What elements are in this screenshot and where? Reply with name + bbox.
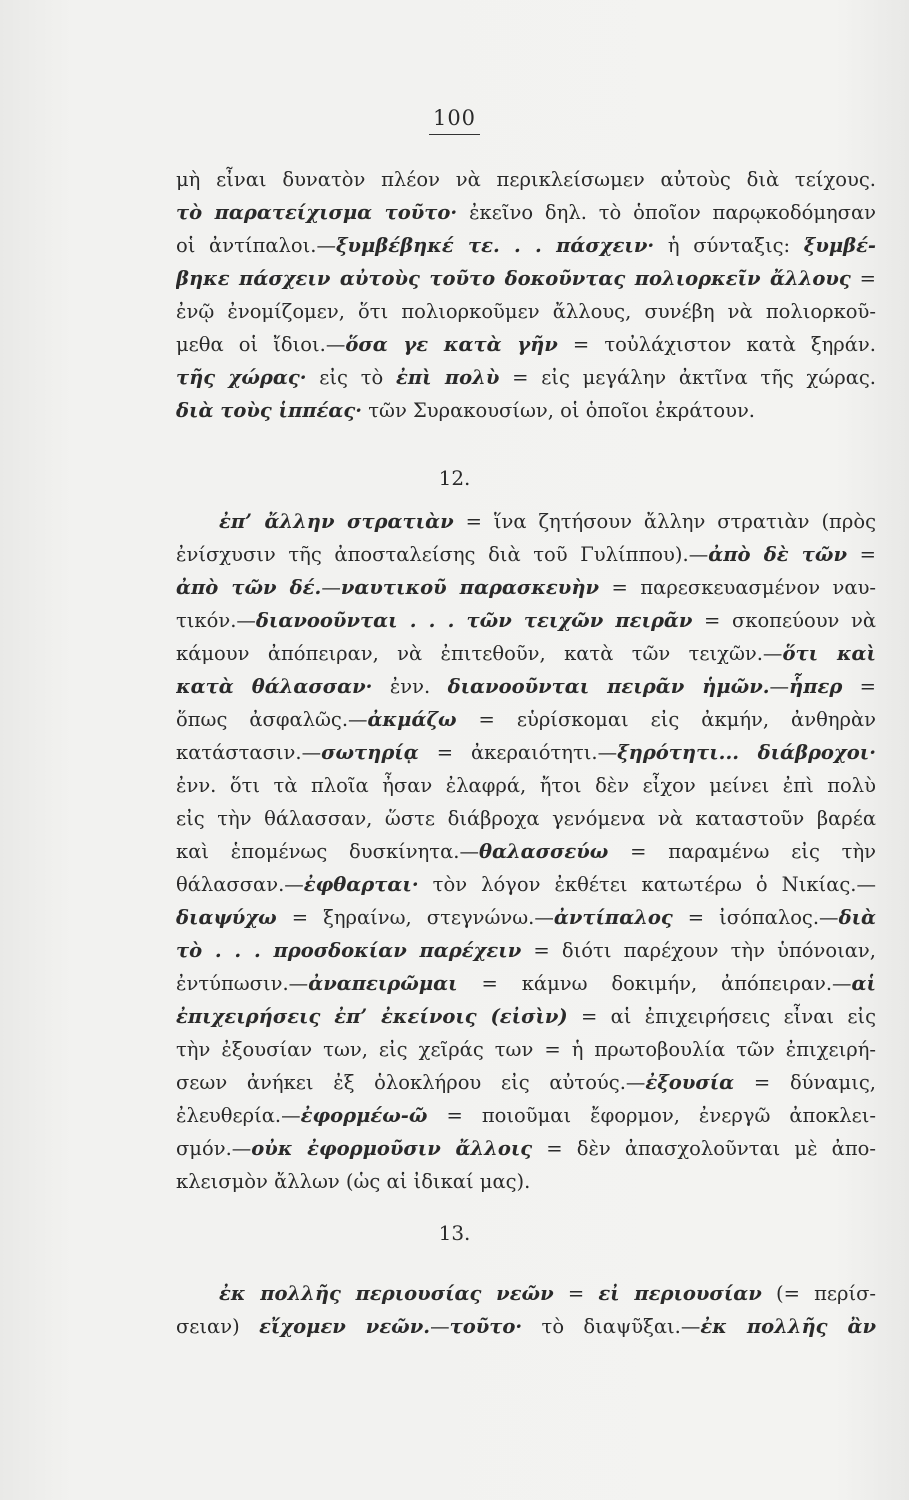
text-line — [176, 1099, 876, 1132]
lemma-term: ἐκ πολλῆς ἂν — [700, 1315, 876, 1338]
gloss-text: — — [769, 675, 790, 698]
lemma-term: ἐπ’ ἄλλην στρατιὰν — [219, 510, 454, 533]
gloss-text: σειαν) — [176, 1315, 260, 1338]
gloss-text: = ποιοῦμαι ἔφορμον, ἐνεργῶ ἀποκλει- — [427, 1104, 876, 1127]
gloss-text: = τοὐλάχιστον κατὰ ξηράν. — [557, 333, 876, 356]
block3 — [176, 1277, 876, 1343]
text-line — [176, 868, 876, 901]
gloss-text: τὸ διαψῦξαι.— — [522, 1315, 701, 1338]
text-line — [176, 637, 876, 670]
gloss-text: ὅπως ἀσφαλῶς.— — [176, 708, 368, 731]
gloss-text: σμόν.— — [176, 1137, 252, 1160]
lemma-term: διανοοῦνται . . . τῶν τειχῶν πειρᾶν — [255, 609, 693, 632]
gloss-text: ἐνν. — [372, 675, 448, 698]
lemma-term: θαλασσεύω — [478, 840, 609, 863]
gloss-text: ἐνῷ ἐνομίζομεν, ὅτι πολιορκοῦμεν ἄλλους, συνέβη νὰ πολιορκοῦ- — [176, 300, 876, 323]
lemma-term: ναυτικοῦ παρασκευὴν — [340, 576, 600, 599]
text-line — [176, 934, 876, 967]
gloss-text: = παραμένω εἰς τὴν — [608, 840, 876, 863]
gloss-text: = δύναμις, — [734, 1071, 876, 1094]
text-line — [176, 163, 876, 196]
gloss-text: = ἰσόπαλος.— — [672, 906, 839, 929]
gloss-text: εἰς τὴν θάλασσαν, ὥστε διάβροχα γενόμενα νὰ καταστοῦν βαρέα — [176, 807, 876, 830]
lemma-term: ἀκμάζω — [367, 708, 457, 731]
text-line — [176, 394, 876, 427]
block1 — [176, 163, 876, 427]
gloss-text: κλεισμὸν ἄλλων (ὡς αἱ ἰδικαί μας). — [176, 1170, 531, 1193]
lemma-term: ἀντίπαλος — [553, 906, 673, 929]
block2 — [176, 505, 876, 1198]
lemma-term: ξυμβέβηκέ τε. . . πάσχειν· — [335, 234, 655, 257]
text-line — [176, 1000, 876, 1033]
lemma-term: ἐπὶ πολὺ — [395, 366, 500, 389]
text-line — [176, 229, 876, 262]
text-line — [176, 538, 876, 571]
gloss-text: = — [842, 675, 876, 698]
gloss-text: = διότι παρέχουν τὴν ὑπόνοιαν, — [521, 939, 876, 962]
text-line — [176, 295, 876, 328]
gloss-text: μὴ εἶναι δυνατὸν πλέον νὰ περικλείσωμεν αὐτοὺς διὰ τείχους. — [176, 168, 876, 191]
lemma-term: διανοοῦνται πειρᾶν ἡμῶν. — [447, 675, 770, 698]
lemma-term: ἀναπειρῶμαι — [308, 972, 458, 995]
lemma-term: ὅτι καὶ — [782, 642, 876, 665]
gloss-text: = δὲν ἀπασχολοῦνται μὲ ἀπο- — [532, 1137, 876, 1160]
text-line — [176, 769, 876, 802]
lemma-term: τὸ . . . προσδοκίαν παρέχειν — [176, 939, 522, 962]
text-line — [176, 262, 876, 295]
gloss-text: τὴν ἐξουσίαν των, εἰς χεῖράς των = ἡ πρωτοβουλία τῶν ἐπιχειρή- — [176, 1038, 876, 1061]
lemma-term: ἀπὸ τῶν δέ. — [176, 576, 322, 599]
text-line — [176, 571, 876, 604]
text-line — [176, 1310, 876, 1343]
lemma-term: αἱ — [851, 972, 876, 995]
gloss-text: = αἱ ἐπιχειρήσεις εἶναι εἰς — [567, 1005, 876, 1028]
lemma-term: ἀπὸ δὲ τῶν — [708, 543, 848, 566]
lemma-term: ἐπιχειρήσεις ἐπ’ ἐκείνοις (εἰσὶν) — [176, 1005, 568, 1028]
gloss-text: τῶν Συρακουσίων, οἱ ὁποῖοι ἐκράτουν. — [362, 399, 755, 422]
gloss-text: τὸν λόγον ἐκθέτει κατωτέρω ὁ Νικίας.— — [418, 873, 876, 896]
text-line — [176, 1165, 876, 1198]
gloss-text: = — [847, 543, 876, 566]
gloss-text: = παρεσκευασμένον ναυ- — [599, 576, 876, 599]
text-line — [176, 1066, 876, 1099]
page-number: 100 — [0, 106, 909, 130]
gloss-text: μεθα οἱ ἴδιοι.— — [176, 333, 346, 356]
gloss-text: — — [430, 1315, 450, 1338]
text-line — [176, 736, 876, 769]
gloss-text: = ἵνα ζητήσουν ἄλλην στρατιὰν (πρὸς — [453, 510, 876, 533]
gloss-text: θάλασσαν.— — [176, 873, 304, 896]
text-line — [176, 604, 876, 637]
gloss-text: = — [850, 267, 876, 290]
text-line — [176, 703, 876, 736]
lemma-term: οὐκ ἐφορμοῦσιν ἄλλοις — [251, 1137, 533, 1160]
gloss-text: τικόν.— — [176, 609, 256, 632]
text-line — [176, 1277, 876, 1310]
lemma-term: κατὰ θάλασσαν· — [176, 675, 373, 698]
lemma-term: βηκε πάσχειν αὐτοὺς τοῦτο δοκοῦντας πολιορκεῖν ἄλλους — [176, 267, 851, 290]
gloss-text: ἐλευθερία.— — [176, 1104, 301, 1127]
lemma-term: διαψύχω — [176, 906, 277, 929]
gloss-text: = ξηραίνω, στεγνώνω.— — [276, 906, 554, 929]
lemma-term: διὰ τοὺς ἱππέας· — [176, 399, 363, 422]
text-line — [176, 670, 876, 703]
text-line — [176, 196, 876, 229]
section-number-13: 13. — [438, 1221, 471, 1245]
gloss-text: = ἀκεραιότητι.— — [418, 741, 618, 764]
gloss-text: (= περίσ- — [761, 1282, 876, 1305]
gloss-text: ἐντύπωσιν.— — [176, 972, 309, 995]
lemma-term: σωτηρίᾳ — [321, 741, 419, 764]
section-number-12: 12. — [438, 466, 471, 490]
lemma-term: τοῦτο· — [449, 1315, 523, 1338]
gloss-text: σεων ἀνήκει ἐξ ὁλοκλήρου εἰς αὐτούς.— — [176, 1071, 646, 1094]
text-line — [176, 361, 876, 394]
lemma-term: ἐξουσία — [645, 1071, 735, 1094]
text-line — [176, 802, 876, 835]
text-line — [176, 328, 876, 361]
text-line — [176, 901, 876, 934]
gloss-text: ἐνίσχυσιν τῆς ἀποσταλείσης διὰ τοῦ Γυλίππου).— — [176, 543, 709, 566]
gloss-text: οἱ ἀντίπαλοι.— — [176, 234, 336, 257]
gloss-text: εἰς τὸ — [306, 366, 396, 389]
lemma-term: εἴχομεν νεῶν. — [259, 1315, 431, 1338]
lemma-term: ξυμβέ- — [803, 234, 876, 257]
gloss-text: — — [321, 576, 341, 599]
text-line — [176, 505, 876, 538]
text-line — [176, 835, 876, 868]
lemma-term: ἐφθαρται· — [303, 873, 419, 896]
text-line — [176, 1132, 876, 1165]
lemma-term: διὰ — [838, 906, 876, 929]
gloss-text: ἡ σύνταξις: — [654, 234, 804, 257]
gloss-text: = κάμνω δοκιμήν, ἀπόπειραν.— — [457, 972, 852, 995]
gloss-text: = εἰς μεγάλην ἀκτῖνα τῆς χώρας. — [499, 366, 876, 389]
lemma-term: τῆς χώρας· — [176, 366, 307, 389]
gloss-text: καὶ ἑπομένως δυσκίνητα.— — [176, 840, 479, 863]
lemma-term: τὸ παρατείχισμα τοῦτο· — [176, 201, 458, 224]
lemma-term: ἧπερ — [789, 675, 843, 698]
gloss-text: κατάστασιν.— — [176, 741, 322, 764]
gloss-text: ἐνν. ὅτι τὰ πλοῖα ἦσαν ἐλαφρά, ἤτοι δὲν εἶχον μείνει ἐπὶ πολὺ — [176, 774, 876, 797]
text-line — [176, 967, 876, 1000]
lemma-term: ὅσα γε κατὰ γῆν — [345, 333, 558, 356]
lemma-term: ἐκ πολλῆς περιουσίας νεῶν — [219, 1282, 554, 1305]
gloss-text: κάμουν ἀπόπειραν, νὰ ἐπιτεθοῦν, κατὰ τῶν τειχῶν.— — [176, 642, 783, 665]
lemma-term: ἐφορμέω-ῶ — [300, 1104, 428, 1127]
gloss-text: ἐκεῖνο δηλ. τὸ ὁποῖον παρῳκοδόμησαν — [457, 201, 876, 224]
lemma-term: εἰ περιουσίαν — [598, 1282, 762, 1305]
gloss-text: = σκοπεύουν νὰ — [692, 609, 876, 632]
gloss-text: = — [553, 1282, 599, 1305]
lemma-term: ξηρότητι... διάβροχοι· — [617, 741, 876, 764]
text-line — [176, 1033, 876, 1066]
gloss-text: = εὑρίσκομαι εἰς ἀκμήν, ἀνθηρὰν — [456, 708, 876, 731]
